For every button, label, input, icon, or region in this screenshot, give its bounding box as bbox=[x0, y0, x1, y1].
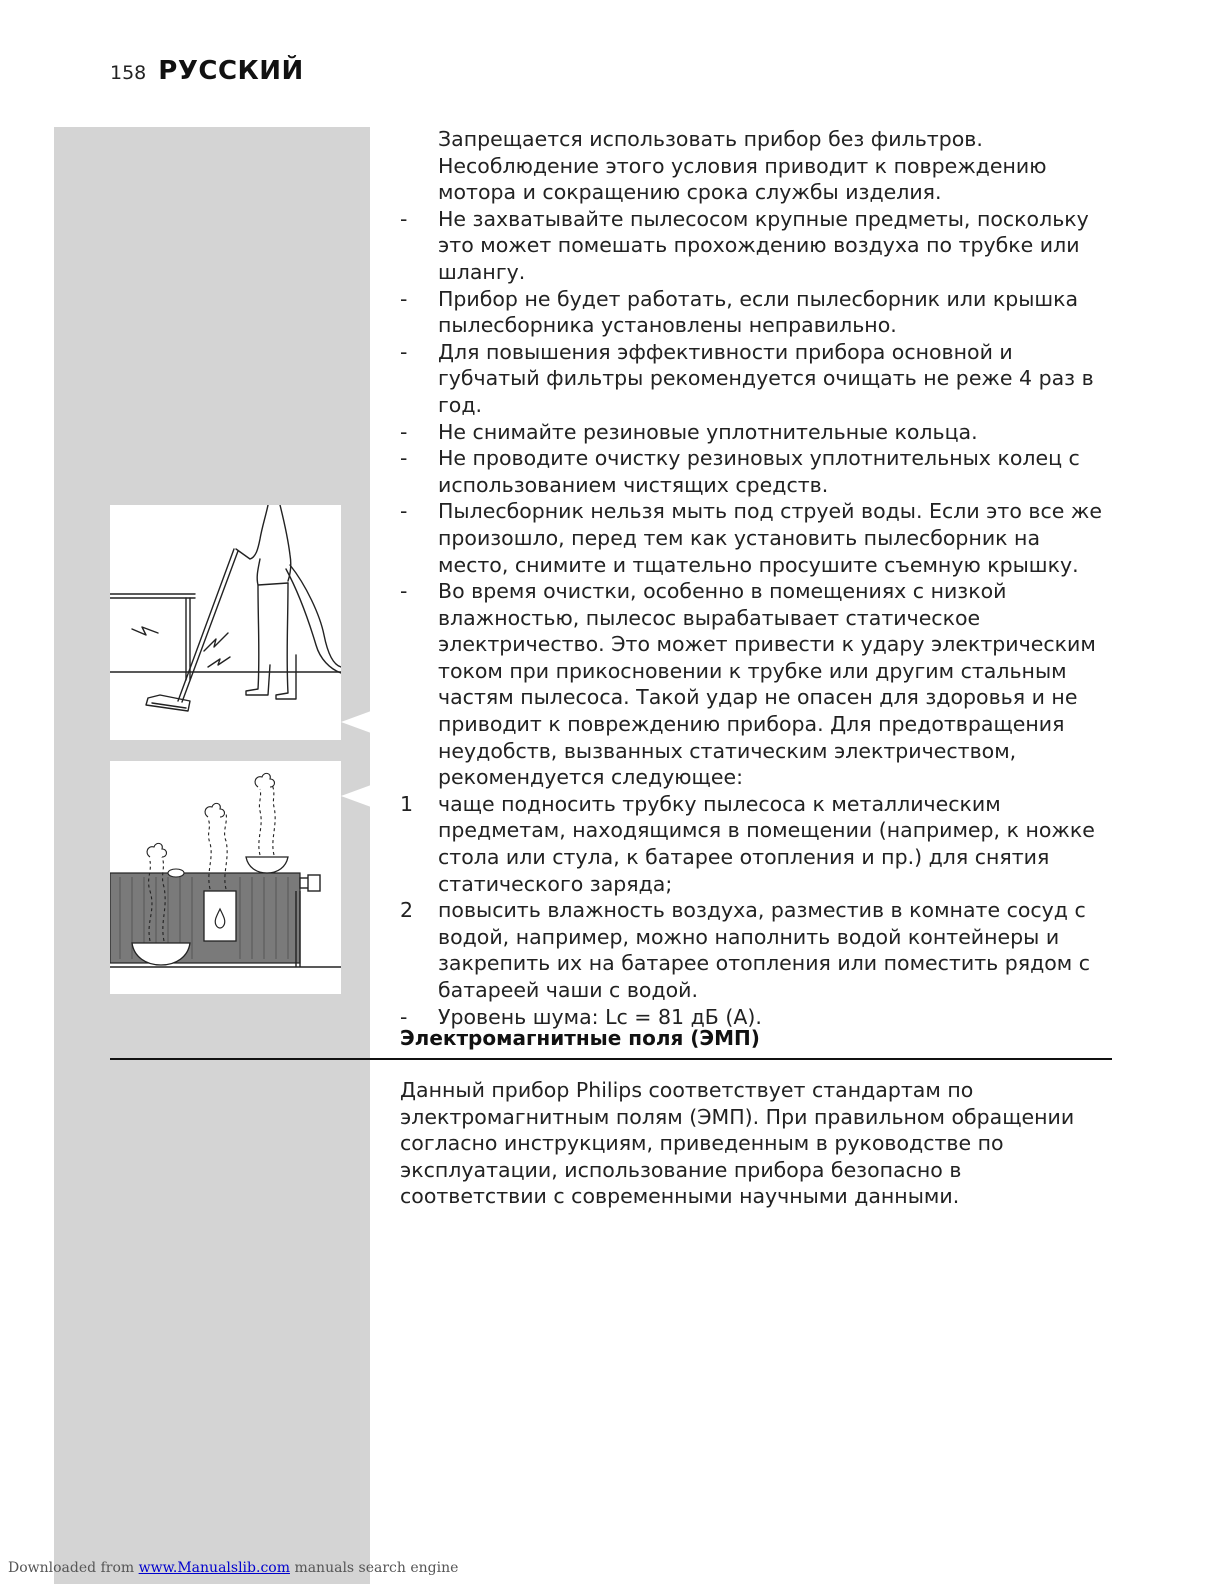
footer-suffix: manuals search engine bbox=[294, 1560, 459, 1576]
list-item: - Прибор не будет работать, если пылесборник или крышка пылесборника установлены неправильно. bbox=[400, 286, 1079, 338]
footer-prefix: Downloaded from bbox=[8, 1560, 135, 1576]
page-header bbox=[110, 56, 304, 86]
radiator-humidity-illustration bbox=[110, 761, 341, 994]
emf-section-body: Данный прибор Philips соответствует стандартам по электромагнитным полям (ЭМП). При правильном обращении согласно инструкциям, приведенным в руководстве по эксплуатации, использование прибора безопасно в соответствии с современными научными данными. bbox=[400, 1078, 1075, 1209]
radiator-humidity-drawing bbox=[110, 761, 341, 994]
page-language-title: РУССКИЙ bbox=[158, 56, 304, 86]
manualslib-link[interactable]: www.Manualslib.com bbox=[138, 1560, 290, 1576]
download-footer bbox=[8, 1560, 458, 1576]
list-item: - Во время очистки, особенно в помещениях с низкой влажностью, пылесос вырабатывает статическое электричество. Это может привести к удару электрическим током при прикосновении к трубке или другим стальным частям пылесоса. Такой удар не опасен для здоровья и не приводит к повреждению прибора. Для предотвращения неудобств, вызванных статическим электричеством, рекомендуется следующее: bbox=[400, 579, 1096, 790]
numbered-item: 1 чаще подносить трубку пылесоса к металлическим предметам, находящимся в помещении (например, к ножке стола или стула, к батарее отопления и пр.) для снятия статического заряда; bbox=[400, 791, 1095, 896]
section-divider bbox=[110, 1058, 1112, 1060]
illustration-pointer bbox=[341, 711, 371, 733]
numbered-item: 2 повысить влажность воздуха, разместив в комнате сосуд с водой, например, можно наполнить водой контейнеры и закрепить их на батарее отопления или поместить рядом с батареей чаши с водой. bbox=[400, 898, 1091, 1002]
list-item: - Не снимайте резиновые уплотнительные кольца. bbox=[400, 419, 978, 444]
vacuum-static-drawing bbox=[110, 505, 341, 740]
vacuum-static-illustration bbox=[110, 505, 341, 740]
list-item: - Пылесборник нельзя мыть под струей воды. Если это все же произошло, перед тем как установить пылесборник на место, снимите и тщательно просушите съемную крышку. bbox=[400, 499, 1102, 577]
instructions-text bbox=[400, 126, 1112, 1030]
list-item: - Не проводите очистку резиновых уплотнительных колец с использованием чистящих средств. bbox=[400, 446, 1080, 497]
list-item: - Для повышения эффективности прибора основной и губчатый фильтры рекомендуется очищать не реже 4 раз в год. bbox=[400, 339, 1094, 417]
page-number: 158 bbox=[110, 62, 147, 84]
illustration-pointer bbox=[341, 785, 371, 807]
intro-paragraph: Запрещается использовать прибор без фильтров. Несоблюдение этого условия приводит к повреждению мотора и сокращению срока службы изделия. bbox=[438, 127, 1047, 205]
list-item: - Не захватывайте пылесосом крупные предметы, поскольку это может помешать прохождению воздуха по трубке или шлангу. bbox=[400, 206, 1089, 284]
list-item: - Уровень шума: Lc = 81 дБ (A). bbox=[400, 1004, 762, 1029]
emf-section-title: Электромагнитные поля (ЭМП) bbox=[400, 1026, 760, 1050]
